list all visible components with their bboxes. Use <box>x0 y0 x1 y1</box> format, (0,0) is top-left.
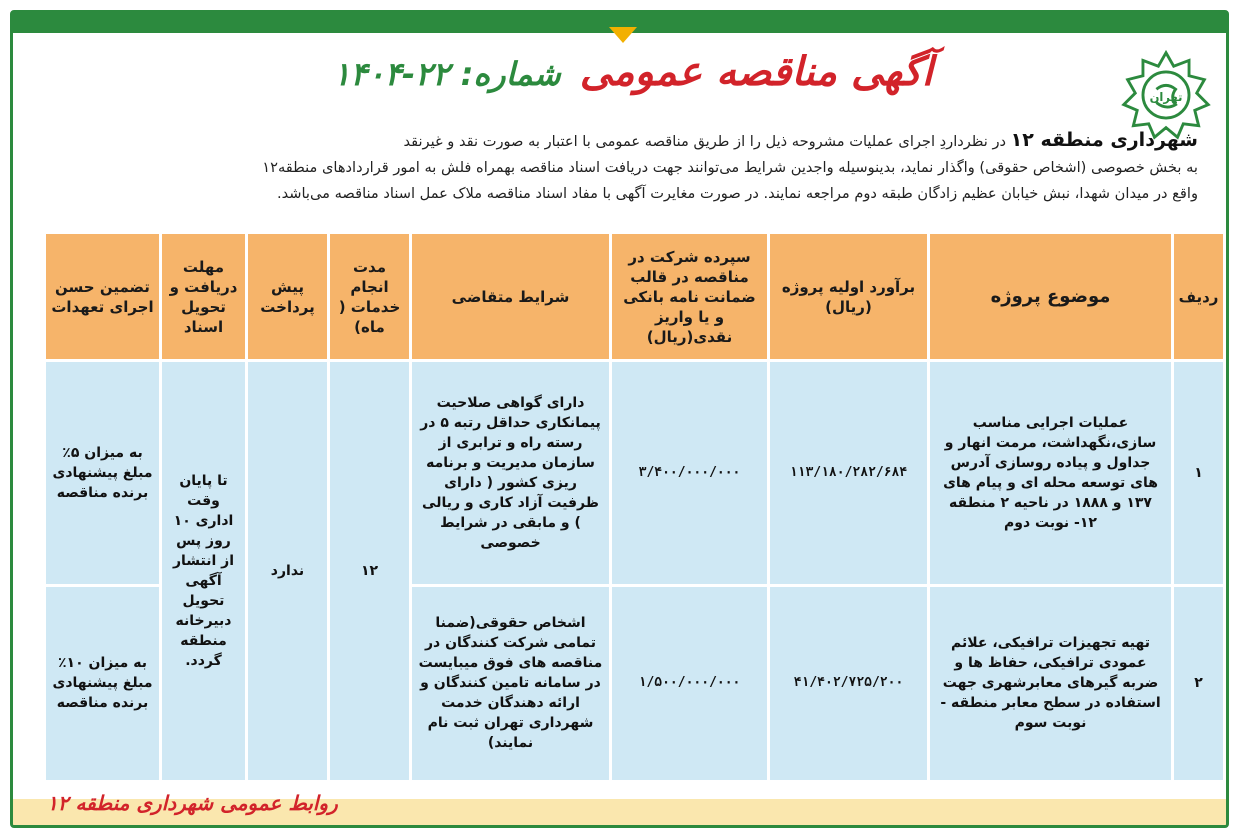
row-estimate: ۴۱/۴۰۲/۷۲۵/۲۰۰ <box>769 585 929 781</box>
row-conditions: اشخاص حقوقی(ضمنا تمامی شرکت کنندگان در مناقصه های فوق میبایست در سامانه تامین کنندگان و ارائه دهندگان خدمت شهرداری تهران ثبت نام نمایند) <box>411 585 611 781</box>
org-name: شهرداری منطقه ۱۲ <box>1010 129 1198 151</box>
col-estimate: برآورد اولیه پروژه (ریال) <box>769 233 929 361</box>
row-deposit: ۱/۵۰۰/۰۰۰/۰۰۰ <box>611 585 769 781</box>
notch-marker <box>609 27 637 43</box>
row-index: ۱ <box>1173 361 1225 586</box>
row-index: ۲ <box>1173 585 1225 781</box>
row-guarantee: به میزان ۱۰٪ مبلغ پیشنهادی برنده مناقصه <box>45 585 161 781</box>
intro-line-1: در نظرداردِ اجرای عملیات مشروحه ذیل را از طریق مناقصه عمومی با اعتبار به صورت نقد و غیرنقد <box>403 133 1007 150</box>
row-subject: عملیات اجرایی مناسب سازی،نگهداشت، مرمت انهار و جداول و پیاده روسازی آدرس های توسعه محله ای و پیام های ۱۳۷ و ۱۸۸۸ در ناحیه ۲ منطقه ۱۲- نوبت دوم <box>929 361 1173 586</box>
col-deadline: مهلت دریافت و تحویل اسناد <box>161 233 247 361</box>
tender-table <box>43 231 1226 783</box>
logo-caption: تهران <box>1149 89 1183 104</box>
row-guarantee: به میزان ۵٪ مبلغ پیشنهادی برنده مناقصه <box>45 361 161 586</box>
row-estimate: ۱۱۳/۱۸۰/۲۸۲/۶۸۴ <box>769 361 929 586</box>
page-title <box>273 49 993 111</box>
col-prepayment: پیش پرداخت <box>247 233 329 361</box>
intro-paragraph <box>98 127 1198 207</box>
footer-signature: روابط عمومی شهرداری منطقه ۱۲ <box>47 791 338 815</box>
row-conditions: دارای گواهی صلاحیت پیمانکاری حداقل رتبه ۵ در رسته راه و ترابری از سازمان مدیریت و برنامه ریزی کشور ( دارای ظرفیت آزاد کاری و ریالی ) و مابقی در شرایط خصوصی <box>411 361 611 586</box>
table-row <box>45 361 1225 586</box>
row-subject: تهیه تجهیزات ترافیکی، علائم عمودی ترافیکی، حفاظ ها و ضربه گیرهای معابرشهری جهت استفاده در سطح معابر منطقه - نوبت سوم <box>929 585 1173 781</box>
row-deposit: ۳/۴۰۰/۰۰۰/۰۰۰ <box>611 361 769 586</box>
intro-line-3: واقع در میدان شهدا، نبش خیابان عظیم زادگان طبقه دوم مراجعه نمایند. در صورت مغایرت آگهی با مفاد اسناد مناقصه ملاک عمل اسناد مناقصه می‌باشد. <box>276 185 1198 202</box>
col-duration: مدت انجام خدمات ( ماه) <box>329 233 411 361</box>
col-subject: موضوع پروژه <box>929 233 1173 361</box>
prepayment-cell: ندارد <box>247 361 329 782</box>
ad-frame <box>10 10 1229 828</box>
col-guarantee: تضمین حسن اجرای تعهدات <box>45 233 161 361</box>
col-index: ردیف <box>1173 233 1225 361</box>
tender-number: ۲۲-۱۴۰۴ <box>333 55 450 93</box>
col-conditions: شرایط متقاضی <box>411 233 611 361</box>
number-label: شماره: <box>460 55 561 93</box>
intro-line-2: به بخش خصوصی (اشخاص حقوقی) واگذار نماید، بدینوسیله واجدین شرایط می‌توانند جهت دریافت اسناد مناقصه بهمراه فلش به امور قراردادهای منطقه۱۲ <box>262 159 1198 176</box>
col-deposit: سپرده شرکت در مناقصه در قالب ضمانت نامه بانکی و یا واریز نقدی(ریال) <box>611 233 769 361</box>
duration-cell: ۱۲ <box>329 361 411 782</box>
deadline-cell: تا پایان وقت اداری ۱۰ روز پس از انتشار آگهی تحویل دبیرخانه منطقه گردد. <box>161 361 247 782</box>
title-text: آگهی مناقصه عمومی <box>579 49 933 95</box>
